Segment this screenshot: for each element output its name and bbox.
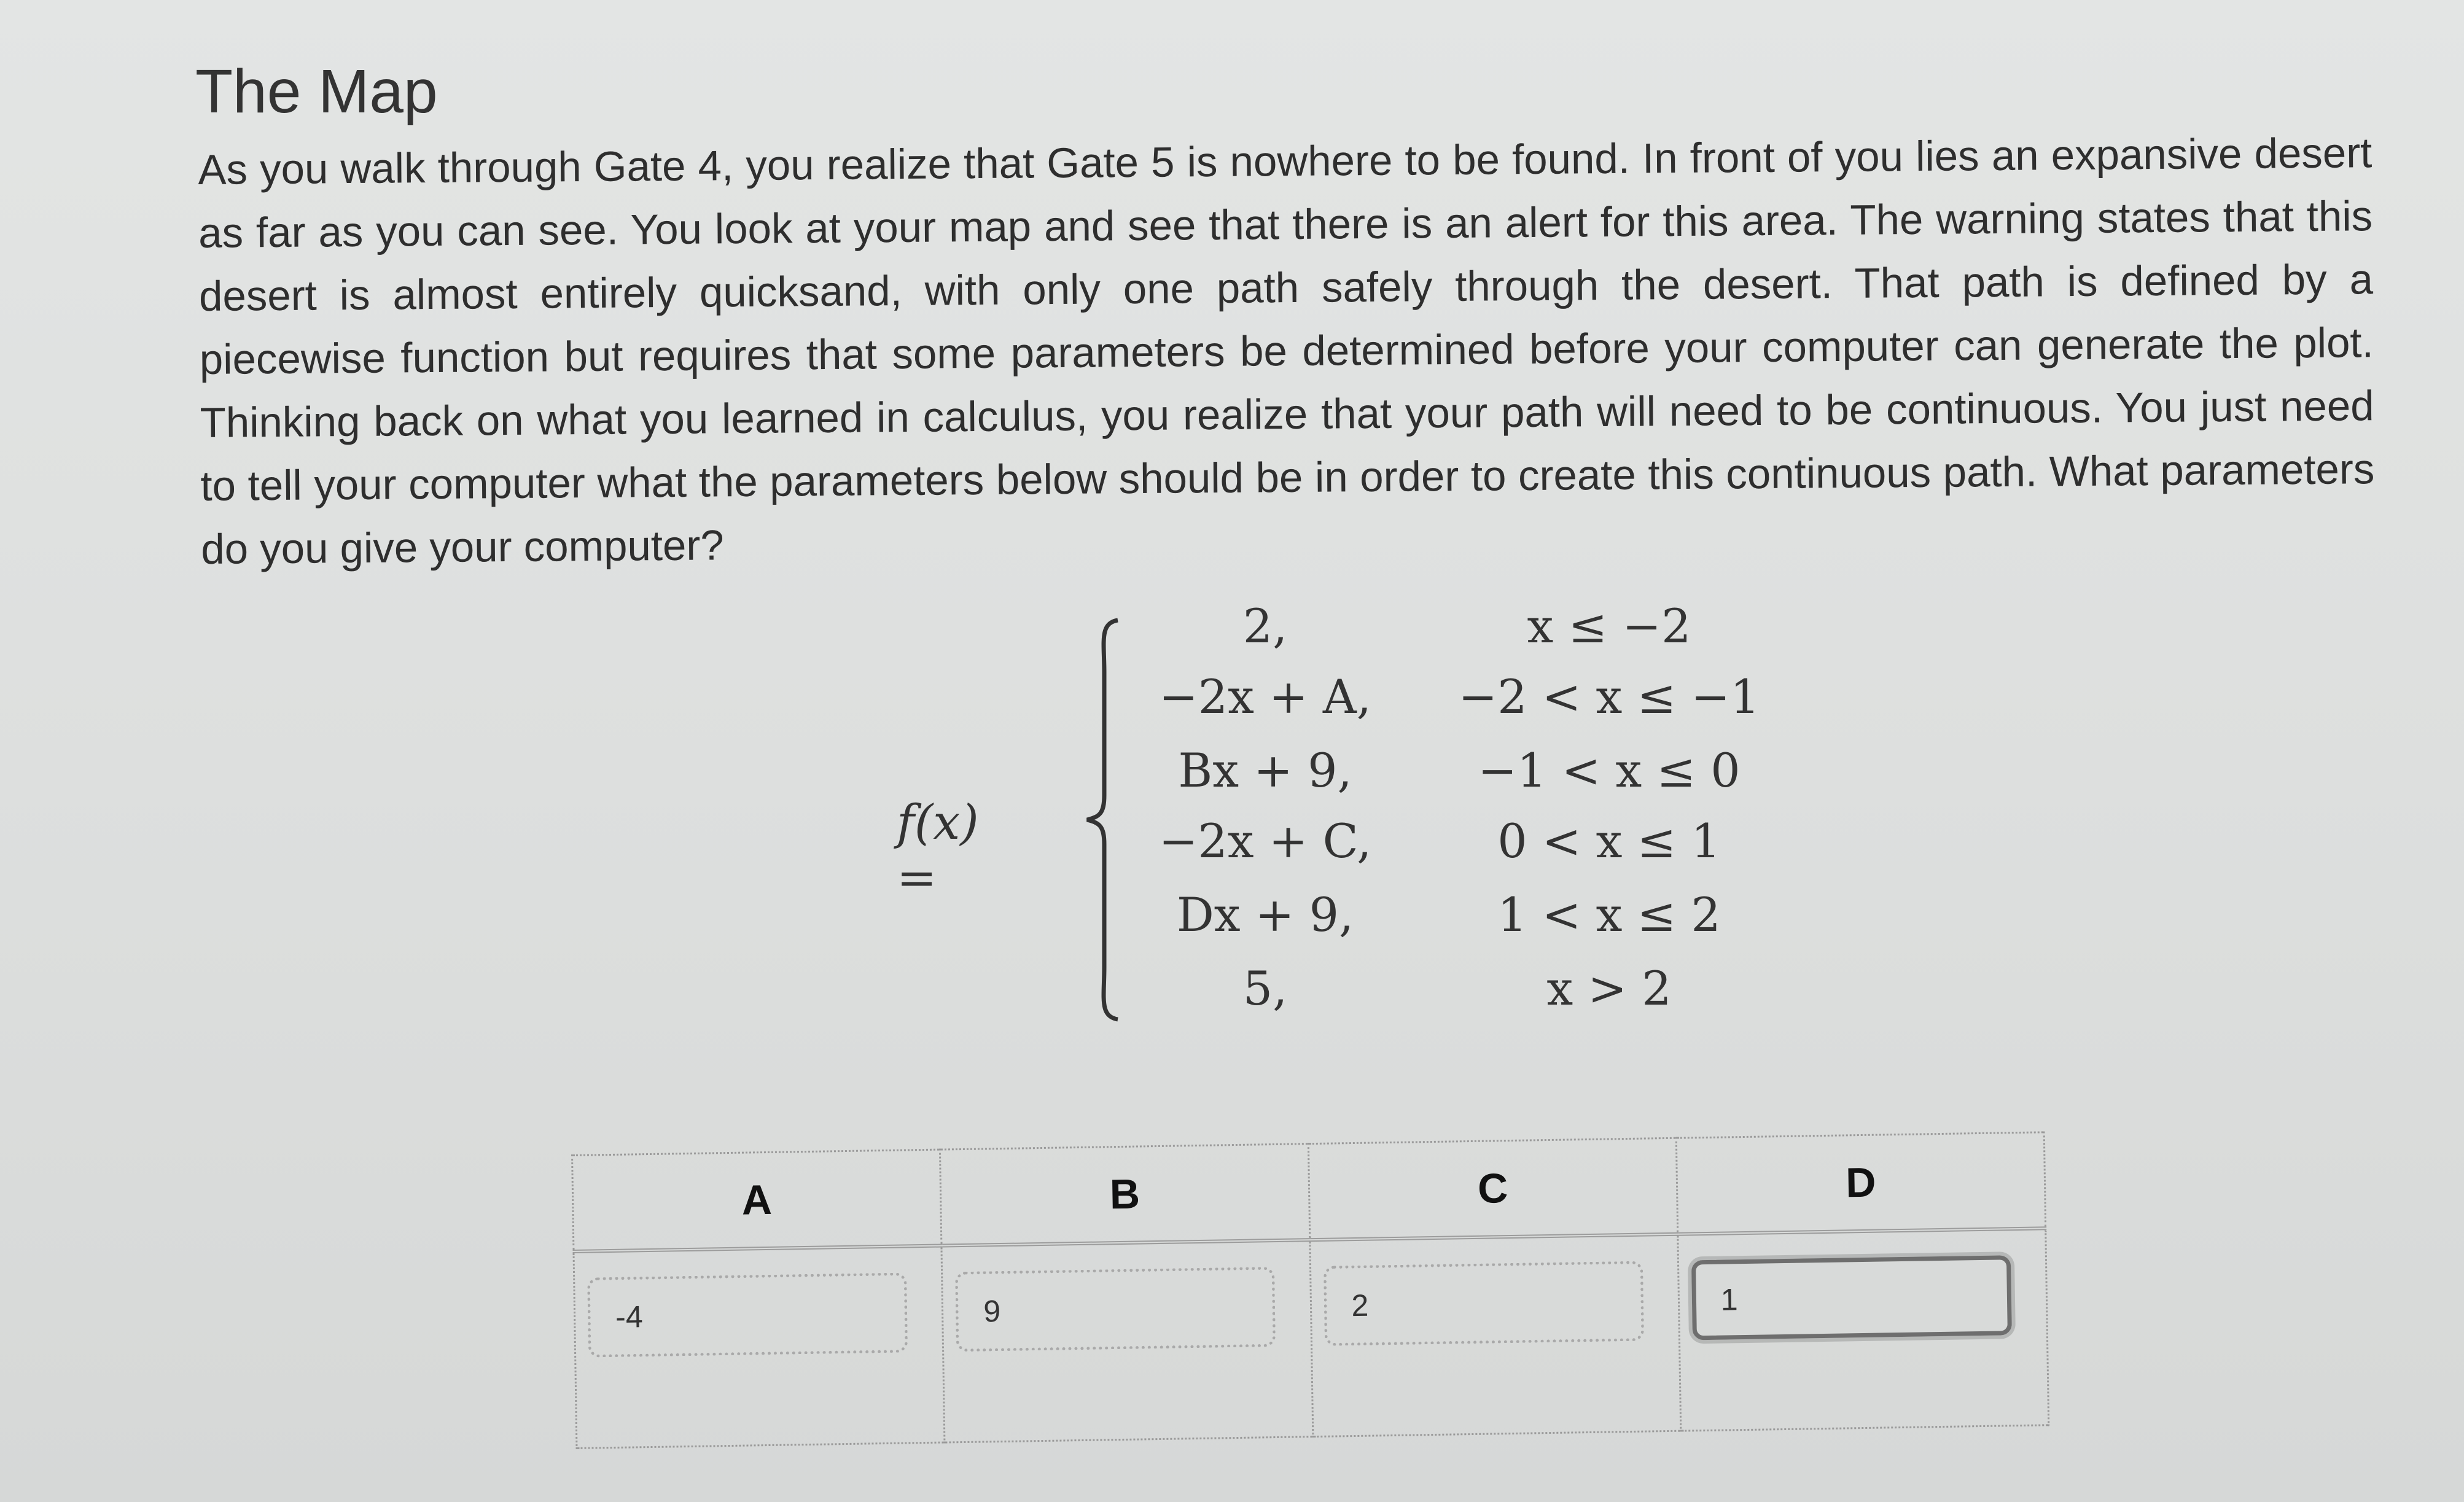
case-expression: −2x + A, [1159,669,1371,724]
header-c: C [1308,1138,1678,1240]
section-title: The Map [195,57,438,126]
case-expression: Bx + 9, [1178,743,1352,798]
answer-cell-d [1678,1228,2049,1431]
answer-input-a[interactable] [587,1272,908,1357]
case-expression: −2x + C, [1158,814,1372,868]
header-d: D [1676,1132,2046,1234]
case-condition: −1 < x ≤ 0 [1478,743,1741,798]
case-condition: x ≤ −2 [1527,599,1691,653]
answer-cell-a [574,1246,945,1449]
answer-cell-b [942,1240,1312,1442]
case-condition: x > 2 [1546,961,1672,1016]
answer-cell-c [1309,1234,1680,1437]
case-expression: 5, [1242,961,1288,1016]
answer-input-b[interactable] [955,1267,1276,1352]
answer-input-d[interactable] [1691,1255,2012,1340]
case-condition: −2 < x ≤ −1 [1458,669,1760,724]
case-expression: 2, [1242,599,1288,653]
case-condition: 1 < x ≤ 2 [1497,887,1721,942]
problem-text: As you walk through Gate 4, you realize that Gate 5 is nowhere to be found. In front of you lies an expansive desert as far as you can see. You look at your map and see that there is an alert for this area. The warning states that this desert is almost entirely quicksand, with only one path safely through the desert. That path is defined by a piecewise function but requires that some parameters be determined before your computer can generate the plot. Thinking back on what you learned in calculus, you realize that your path will need to be continuous. You just need to tell your computer what the parameters below should be in order to create this continuous path. What parameters do you give your computer? [198,129,2375,573]
answer-table [571,1131,2049,1449]
case-expression: Dx + 9, [1176,887,1354,942]
case-condition: 0 < x ≤ 1 [1497,814,1721,868]
answer-input-c[interactable] [1324,1261,1644,1346]
function-lhs: f(x) = [897,795,979,906]
header-b: B [940,1144,1310,1246]
header-a: A [572,1150,942,1251]
